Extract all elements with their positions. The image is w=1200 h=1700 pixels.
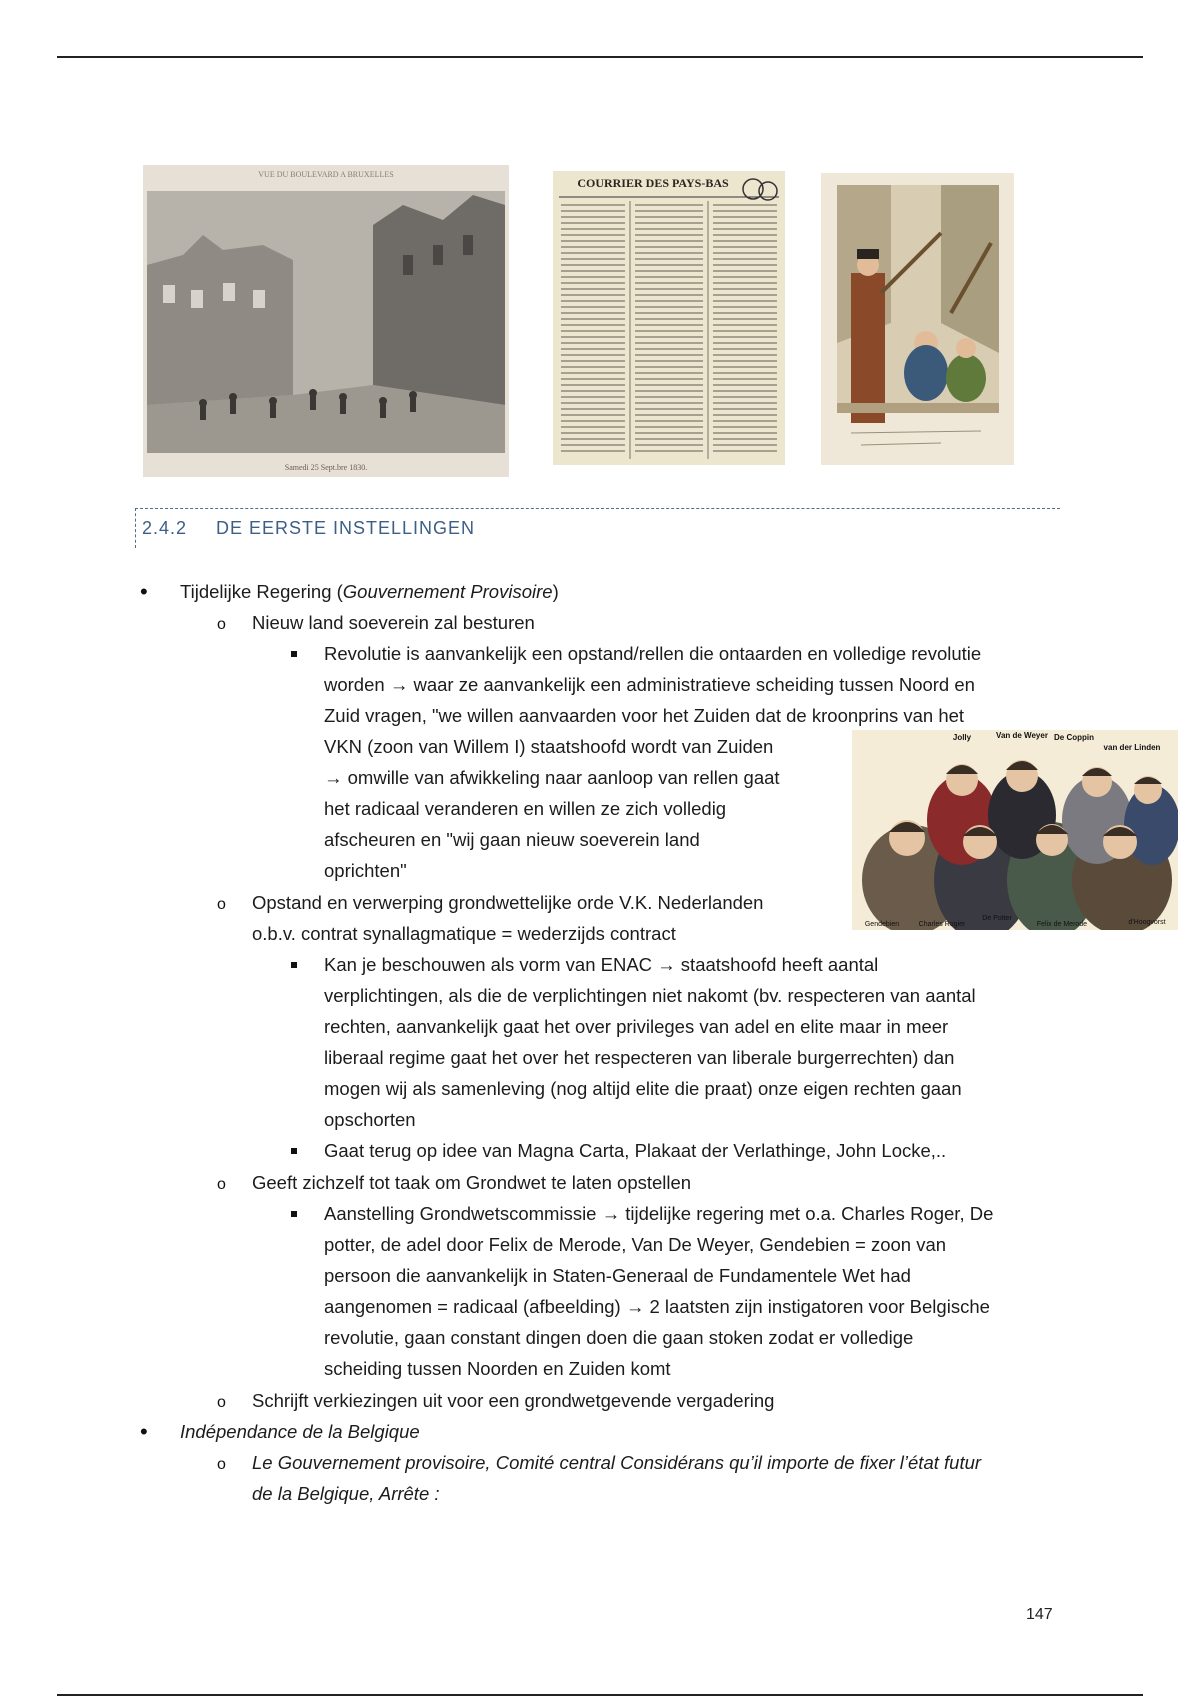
text-line: het radicaal veranderen en willen ze zich volledig — [324, 798, 727, 819]
text-line: oprichten" — [324, 860, 407, 881]
section-heading — [135, 508, 1060, 548]
bullet-square — [291, 962, 297, 968]
text-line: → omwille van afwikkeling naar aanloop van rellen gaat — [324, 767, 780, 788]
page-number: 147 — [1026, 1606, 1053, 1623]
text-line: Geeft zichzelf tot taak om Grondwet te laten opstellen — [252, 1172, 692, 1193]
newspaper-image — [553, 171, 785, 465]
portrait-name-van-der-linden: van der Linden — [1103, 743, 1161, 752]
text-line: verplichtingen, als die de verplichtingen niet nakomt (bv. respecteren van aantal — [324, 985, 976, 1006]
section-number: 2.4.2 — [142, 518, 188, 538]
text-line: rechten, aanvankelijk gaat het over privileges van adel en elite maar in meer — [324, 1016, 949, 1037]
newspaper-masthead: COURRIER DES PAYS-BAS — [577, 176, 729, 190]
text-line: VKN (zoon van Willem I) staatshoofd wordt van Zuiden — [324, 736, 774, 757]
bullet-circle — [217, 1389, 226, 1415]
provisional-government-portraits — [852, 730, 1178, 930]
caricature-image — [821, 173, 1014, 465]
bullet-circle — [217, 891, 226, 917]
portrait-name-de-coppin: De Coppin — [1054, 733, 1094, 742]
bullet-disc — [140, 580, 148, 605]
bullet-square — [291, 1211, 297, 1217]
bullet-circle — [217, 611, 226, 637]
portrait-name-dhoogvorst: d'Hoogvorst — [1128, 919, 1166, 926]
portrait-name-felix-de-merode: Felix de Merode — [1036, 921, 1088, 928]
bullet-circle — [217, 1171, 226, 1197]
section-title: DE EERSTE INSTELLINGEN — [216, 518, 476, 538]
text-line: revolutie, gaan constant dingen doen die gaan stoken zodat er volledige — [324, 1327, 914, 1348]
text-line: Kan je beschouwen als vorm van ENAC → staatshoofd heeft aantal — [324, 954, 879, 975]
portrait-name-de-potter: De Potter — [982, 915, 1012, 922]
portrait-name-charles-rogier: Charles Rogier — [918, 921, 966, 928]
street-scene-caption-bottom: Samedi 25 Sept.bre 1830. — [284, 463, 368, 472]
text-line: Zuid vragen, "we willen aanvaarden voor het Zuiden dat de kroonprins van het — [324, 705, 965, 726]
text-line: Revolutie is aanvankelijk een opstand/rellen die ontaarden en volledige revolutie — [324, 643, 982, 664]
text-line: o.b.v. contrat synallagmatique = wederzijds contract — [252, 923, 676, 944]
text-line: worden → waar ze aanvankelijk een administratieve scheiding tussen Noord en — [324, 674, 975, 695]
header-rule — [57, 56, 1143, 58]
portrait-name-jolly: Jolly — [952, 733, 972, 742]
text-line: scheiding tussen Noorden en Zuiden komt — [324, 1358, 671, 1379]
text-line: liberaal regime gaat het over het respecteren van liberale burgerrechten) dan — [324, 1047, 955, 1068]
text-line: afscheuren en "wij gaan nieuw soeverein land — [324, 829, 700, 850]
text-line: Le Gouvernement provisoire, Comité central Considérans qu’il importe de fixer l’état futur — [252, 1452, 982, 1473]
text-line: Schrijft verkiezingen uit voor een grondwetgevende vergadering — [252, 1390, 775, 1411]
bullet-circle — [217, 1451, 226, 1477]
list-item: Indépendance de la Belgique — [180, 1421, 420, 1442]
list-item: Tijdelijke Regering (Gouvernement Provisoire) — [180, 581, 559, 602]
portrait-name-gendebien: Gendebien — [864, 921, 900, 928]
text-line: Aanstelling Grondwetscommissie → tijdelijke regering met o.a. Charles Roger, De — [324, 1203, 994, 1224]
portrait-name-van-de-weyer: Van de Weyer — [996, 731, 1048, 740]
street-scene-caption-top: VUE DU BOULEVARD A BRUXELLES — [258, 170, 394, 179]
text-line: Gaat terug op idee van Magna Carta, Plakaat der Verlathinge, John Locke,.. — [324, 1140, 947, 1161]
text-line: Opstand en verwerping grondwettelijke orde V.K. Nederlanden — [252, 892, 764, 913]
text-line: mogen wij als samenleving (nog altijd elite die praat) onze eigen rechten gaan — [324, 1078, 962, 1099]
street-scene-image — [143, 165, 509, 477]
text-line: de la Belgique, Arrête : — [252, 1483, 440, 1504]
bullet-disc — [140, 1420, 148, 1445]
text-line: potter, de adel door Felix de Merode, Van De Weyer, Gendebien = zoon van — [324, 1234, 947, 1255]
bullet-square — [291, 651, 297, 657]
text-line: persoon die aanvankelijk in Staten-Generaal de Fundamentele Wet had — [324, 1265, 911, 1286]
footer-rule — [57, 1694, 1143, 1696]
text-line: opschorten — [324, 1109, 416, 1130]
text-line: aangenomen = radicaal (afbeelding) → 2 laatsten zijn instigatoren voor Belgische — [324, 1296, 990, 1317]
bullet-square — [291, 1148, 297, 1154]
list-item: Nieuw land soeverein zal besturen — [252, 612, 535, 633]
